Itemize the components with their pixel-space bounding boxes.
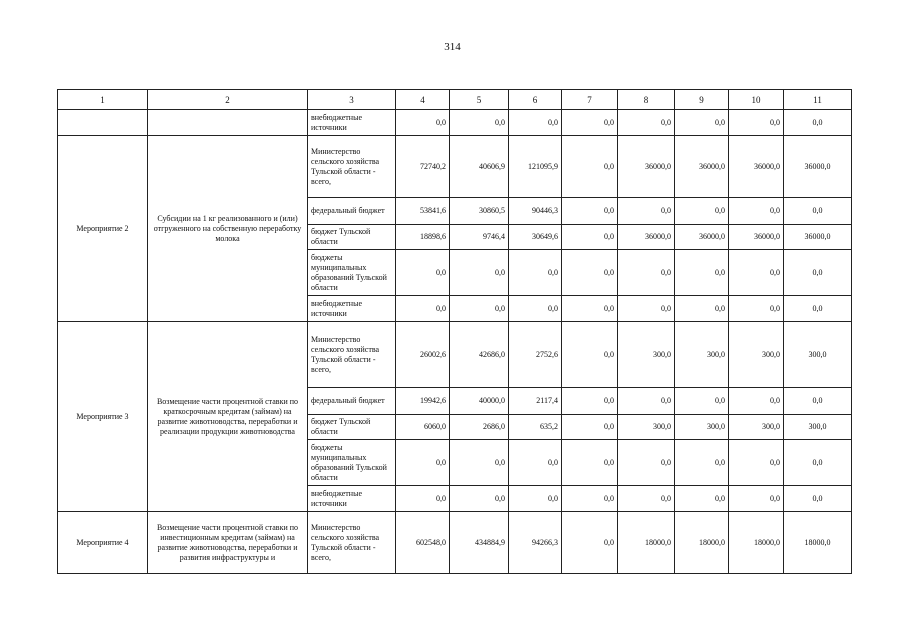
value-cell: 0,0 (675, 110, 729, 136)
value-cell: 36000,0 (675, 225, 729, 250)
value-cell: 2117,4 (509, 388, 562, 415)
source-cell: внебюджетные источники (308, 486, 396, 512)
column-header: 1 (58, 90, 148, 110)
value-cell: 0,0 (618, 440, 675, 486)
column-header: 10 (729, 90, 784, 110)
value-cell: 602548,0 (396, 512, 450, 574)
value-cell: 0,0 (618, 486, 675, 512)
value-cell: 0,0 (618, 296, 675, 322)
value-cell: 0,0 (450, 486, 509, 512)
source-cell: внебюджетные источники (308, 296, 396, 322)
column-header-row (58, 90, 852, 110)
value-cell: 0,0 (562, 250, 618, 296)
value-cell: 300,0 (784, 322, 852, 388)
table-row (58, 322, 852, 388)
value-cell: 0,0 (562, 440, 618, 486)
value-cell: 40606,9 (450, 136, 509, 198)
value-cell: 0,0 (729, 388, 784, 415)
value-cell: 0,0 (396, 440, 450, 486)
value-cell: 36000,0 (784, 225, 852, 250)
source-cell: федеральный бюджет (308, 198, 396, 225)
source-cell: Министерство сельского хозяйства Тульской области - всего, (308, 136, 396, 198)
value-cell: 0,0 (675, 250, 729, 296)
event-description: Возмещение части процентной ставки по инвестиционным кредитам (займам) на развитие животноводства, переработки и развития инфраструктуры и (148, 512, 308, 574)
source-cell: федеральный бюджет (308, 388, 396, 415)
value-cell: 0,0 (562, 512, 618, 574)
source-cell: Министерство сельского хозяйства Тульской области - всего, (308, 322, 396, 388)
value-cell: 434884,9 (450, 512, 509, 574)
source-cell: Министерство сельского хозяйства Тульской области - всего, (308, 512, 396, 574)
value-cell: 0,0 (729, 296, 784, 322)
value-cell: 0,0 (729, 110, 784, 136)
column-header: 3 (308, 90, 396, 110)
budget-table (57, 89, 852, 574)
value-cell: 300,0 (729, 322, 784, 388)
value-cell: 0,0 (450, 110, 509, 136)
value-cell: 0,0 (562, 415, 618, 440)
value-cell: 19942,6 (396, 388, 450, 415)
value-cell: 300,0 (675, 415, 729, 440)
value-cell: 0,0 (675, 388, 729, 415)
value-cell: 0,0 (562, 388, 618, 415)
value-cell: 0,0 (450, 250, 509, 296)
value-cell: 0,0 (618, 250, 675, 296)
value-cell: 2686,0 (450, 415, 509, 440)
column-header: 7 (562, 90, 618, 110)
value-cell: 0,0 (784, 110, 852, 136)
value-cell: 121095,9 (509, 136, 562, 198)
value-cell: 0,0 (450, 296, 509, 322)
event-name: Мероприятие 2 (58, 136, 148, 322)
value-cell: 0,0 (784, 250, 852, 296)
value-cell: 0,0 (562, 136, 618, 198)
value-cell: 36000,0 (618, 136, 675, 198)
value-cell: 18000,0 (729, 512, 784, 574)
value-cell: 300,0 (784, 415, 852, 440)
source-cell: бюджеты муниципальных образований Тульской области (308, 440, 396, 486)
value-cell: 0,0 (784, 486, 852, 512)
column-header: 8 (618, 90, 675, 110)
value-cell: 94266,3 (509, 512, 562, 574)
value-cell: 0,0 (784, 296, 852, 322)
value-cell: 0,0 (729, 486, 784, 512)
value-cell: 18000,0 (784, 512, 852, 574)
value-cell: 30860,5 (450, 198, 509, 225)
value-cell: 0,0 (784, 440, 852, 486)
value-cell: 2752,6 (509, 322, 562, 388)
value-cell: 0,0 (509, 486, 562, 512)
value-cell: 18000,0 (618, 512, 675, 574)
value-cell: 0,0 (675, 486, 729, 512)
value-cell: 0,0 (396, 110, 450, 136)
value-cell: 0,0 (562, 322, 618, 388)
description-cell (148, 110, 308, 136)
value-cell: 0,0 (618, 198, 675, 225)
column-header: 6 (509, 90, 562, 110)
table-row (58, 136, 852, 198)
value-cell: 0,0 (784, 198, 852, 225)
value-cell: 0,0 (396, 296, 450, 322)
value-cell: 0,0 (729, 250, 784, 296)
value-cell: 0,0 (509, 440, 562, 486)
value-cell: 300,0 (618, 322, 675, 388)
value-cell: 18000,0 (675, 512, 729, 574)
value-cell: 36000,0 (784, 136, 852, 198)
event-description: Возмещение части процентной ставки по краткосрочным кредитам (займам) на развитие животноводства, переработки и реализации продукции животноводства (148, 322, 308, 512)
value-cell: 72740,2 (396, 136, 450, 198)
column-header: 9 (675, 90, 729, 110)
value-cell: 0,0 (509, 110, 562, 136)
column-header: 11 (784, 90, 852, 110)
value-cell: 0,0 (562, 198, 618, 225)
value-cell: 300,0 (618, 415, 675, 440)
value-cell: 0,0 (618, 388, 675, 415)
value-cell: 6060,0 (396, 415, 450, 440)
value-cell: 53841,6 (396, 198, 450, 225)
value-cell: 42686,0 (450, 322, 509, 388)
value-cell: 300,0 (729, 415, 784, 440)
event-cell (58, 110, 148, 136)
value-cell: 0,0 (675, 198, 729, 225)
value-cell: 0,0 (396, 486, 450, 512)
value-cell: 0,0 (729, 198, 784, 225)
value-cell: 0,0 (562, 110, 618, 136)
value-cell: 40000,0 (450, 388, 509, 415)
value-cell: 36000,0 (618, 225, 675, 250)
value-cell: 0,0 (562, 486, 618, 512)
value-cell: 9746,4 (450, 225, 509, 250)
value-cell: 0,0 (729, 440, 784, 486)
value-cell: 635,2 (509, 415, 562, 440)
value-cell: 36000,0 (729, 225, 784, 250)
value-cell: 0,0 (509, 250, 562, 296)
value-cell: 300,0 (675, 322, 729, 388)
column-header: 2 (148, 90, 308, 110)
value-cell: 26002,6 (396, 322, 450, 388)
value-cell: 0,0 (675, 440, 729, 486)
value-cell: 30649,6 (509, 225, 562, 250)
event-description: Субсидии на 1 кг реализованного и (или) отгруженного на собственную переработку молока (148, 136, 308, 322)
event-name: Мероприятие 3 (58, 322, 148, 512)
value-cell: 0,0 (396, 250, 450, 296)
value-cell: 0,0 (784, 388, 852, 415)
value-cell: 0,0 (509, 296, 562, 322)
value-cell: 0,0 (450, 440, 509, 486)
value-cell: 90446,3 (509, 198, 562, 225)
column-header: 4 (396, 90, 450, 110)
source-cell: внебюджетные источники (308, 110, 396, 136)
value-cell: 0,0 (562, 225, 618, 250)
value-cell: 0,0 (562, 296, 618, 322)
column-header: 5 (450, 90, 509, 110)
value-cell: 18898,6 (396, 225, 450, 250)
value-cell: 0,0 (618, 110, 675, 136)
table-row (58, 110, 852, 136)
event-name: Мероприятие 4 (58, 512, 148, 574)
source-cell: бюджеты муниципальных образований Тульской области (308, 250, 396, 296)
value-cell: 0,0 (675, 296, 729, 322)
table-row (58, 512, 852, 574)
value-cell: 36000,0 (675, 136, 729, 198)
source-cell: бюджет Тульской области (308, 415, 396, 440)
page-number: 314 (444, 41, 461, 53)
source-cell: бюджет Тульской области (308, 225, 396, 250)
value-cell: 36000,0 (729, 136, 784, 198)
